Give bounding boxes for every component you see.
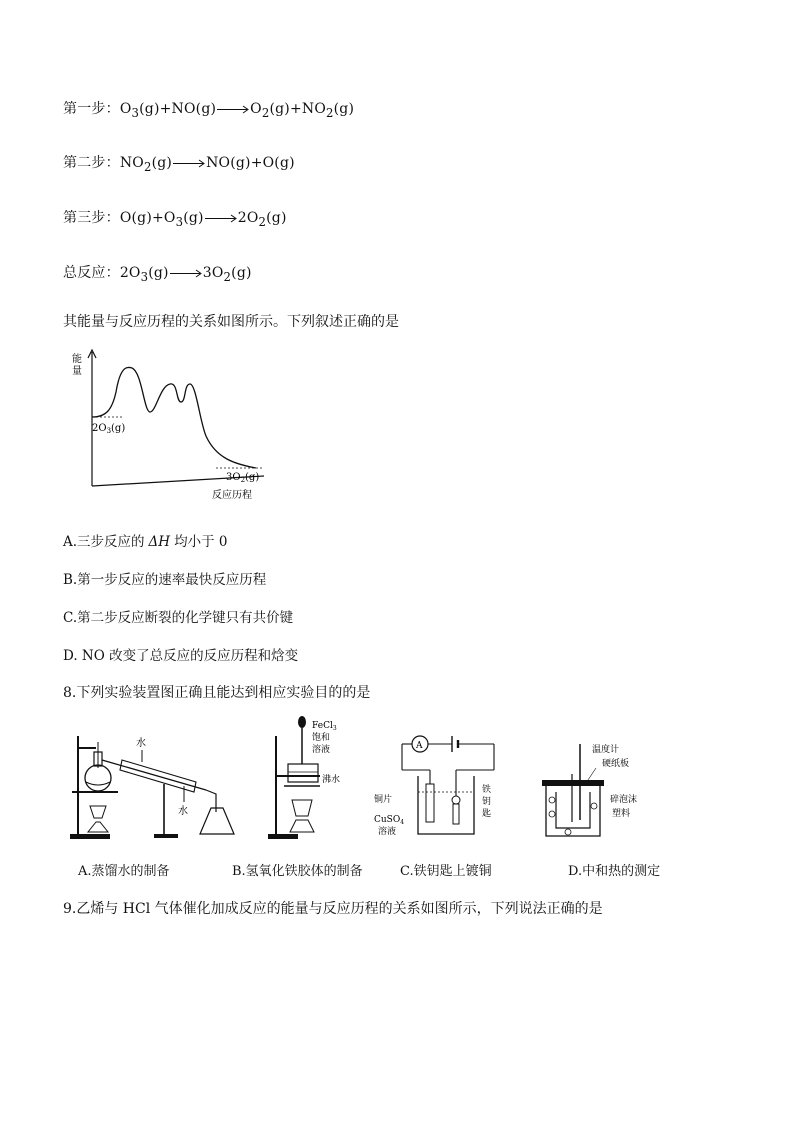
caption-b: B.氢氧化铁胶体的制备 (232, 864, 363, 879)
foam-label-2: 塑料 (612, 809, 631, 819)
step-3: 第三步：$O(g)+O_3(g)$ $2O_2(g)$ (63, 210, 287, 229)
iron-key-label-3: 匙 (482, 809, 492, 819)
caption-d: D.中和热的测定 (568, 864, 661, 879)
reaction-arrow-icon (205, 214, 237, 223)
reaction-path-axis-label: 反应历程 (212, 490, 252, 501)
copper-plate-label: 铜片 (374, 795, 393, 805)
question-intro: 其能量与反应历程的关系如图所示。下列叙述正确的是 (63, 314, 399, 330)
colloid-preparation-apparatus (262, 714, 362, 842)
cardboard-label: 硬纸板 (602, 759, 630, 769)
option-c: C.第二步反应断裂的化学键只有共价键 (63, 610, 294, 626)
reaction-arrow-icon (217, 105, 249, 114)
distillation-apparatus (66, 722, 256, 842)
option-d: D. NO 改变了总反应的反应历程和焓变 (63, 648, 299, 664)
step-2: 第二步：$NO_2(g)$ NO(g)+O(g) (63, 155, 295, 174)
cuso4-label: CuSO$_4$ (374, 815, 405, 826)
overall-reaction: 总反应：$2O_3(g)$ $3O_2(g)$ (63, 265, 252, 284)
solution-label: 溶液 (312, 745, 331, 755)
foam-label-1: 碎泡沫 (610, 795, 638, 805)
start-state-label: $2O_3(g)$ (92, 423, 126, 435)
step-1: 第一步：$O_3(g)+NO(g)$ $O_2(g)+NO_2(g)$ (63, 101, 355, 120)
ammeter-label: A (416, 741, 423, 751)
fecl3-label: FeCl$_3$ (312, 721, 337, 732)
thermometer-label: 温度计 (592, 745, 620, 755)
option-a: A.三步反应的 ΔH 均小于 0 (63, 534, 228, 550)
water-inlet-label: 水 (136, 738, 146, 749)
caption-a: A.蒸馏水的制备 (78, 864, 170, 879)
energy-profile-diagram (66, 346, 276, 502)
reaction-arrow-icon (173, 159, 205, 168)
question-8-stem: 8.下列实验装置图正确且能达到相应实验目的的是 (63, 685, 371, 701)
cuso4-solution-label: 溶液 (378, 827, 397, 837)
question-9-stem: 9.乙烯与 HCl 气体催化加成反应的能量与反应历程的关系如图所示，下列说法正确的是 (63, 901, 603, 917)
energy-axis-label: 量 (72, 366, 82, 377)
calorimeter-apparatus (538, 740, 668, 840)
reaction-arrow-icon (170, 269, 202, 278)
caption-c: C.铁钥匙上镀铜 (400, 864, 492, 879)
boiling-water-label: 沸水 (322, 775, 341, 785)
saturated-label: 饱和 (312, 733, 331, 743)
energy-axis-label: 能 (72, 354, 82, 365)
water-outlet-label: 水 (178, 806, 188, 817)
iron-key-label-2: 钥 (482, 797, 492, 807)
electroplating-apparatus (372, 730, 512, 842)
option-b: B.第一步反应的速率最快反应历程 (63, 572, 267, 588)
iron-key-label-1: 铁 (482, 785, 492, 795)
end-state-label: $3O_2(g)$ (226, 472, 260, 484)
